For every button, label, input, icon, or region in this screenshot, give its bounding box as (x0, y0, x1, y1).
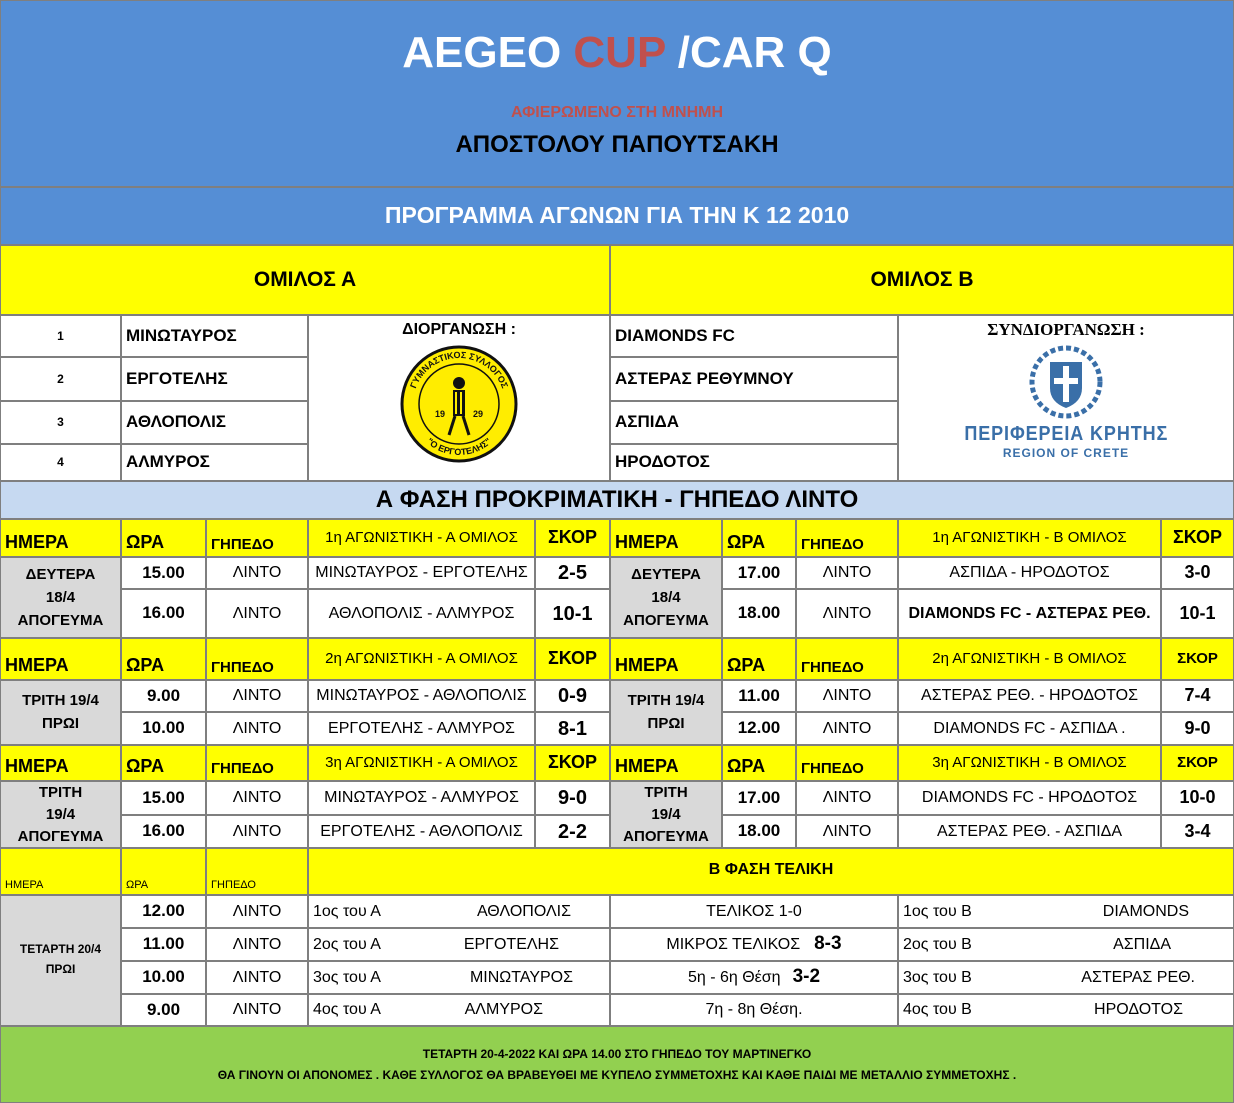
r2-a-m1-field: ΛΙΝΤΟ (206, 680, 308, 712)
crete-region-emblem (1028, 344, 1104, 420)
r2-b-col-day: ΗΜΕΡΑ (610, 638, 722, 680)
phase-b-r3-time: 10.00 (121, 961, 206, 994)
r1-b-m1-field: ΛΙΝΤΟ (796, 557, 898, 589)
phase-b-r1-final: ΤΕΛΙΚΟΣ 1-0 (610, 895, 898, 928)
phase-b-r1-field: ΛΙΝΤΟ (206, 895, 308, 928)
r3-b-col-score: ΣΚΟΡ (1161, 745, 1234, 781)
r3-b-m2-match: ΑΣΤΕΡΑΣ ΡΕΘ. - ΑΣΠΙΔΑ (898, 815, 1161, 848)
r1-a-m1-score: 2-5 (535, 557, 610, 589)
memorial-name: ΑΠΟΣΤΟΛΟΥ ΠΑΠΟΥΤΣΑΚΗ (455, 130, 779, 158)
r3-a-col-score: ΣΚΟΡ (535, 745, 610, 781)
logo-top-text: ΓΥΜΝΑΣΤΙΚΟΣ ΣΥΛΛΟΓΟΣ (408, 350, 510, 390)
coorganizer-label: ΣΥΝΔΙΟΡΓΑΝΩΣΗ : (987, 320, 1145, 339)
r2-a-col-time: ΩΡΑ (121, 638, 206, 680)
group-a-team-1: ΜΙΝΩΤΑΥΡΟΣ (121, 315, 308, 357)
group-a-num-2: 2 (0, 357, 121, 401)
group-b-title: ΟΜΙΛΟΣ Β (610, 245, 1234, 315)
r1-a-col-time: ΩΡΑ (121, 519, 206, 557)
phase-b-title: Β ΦΑΣΗ ΤΕΛΙΚΗ (308, 848, 1234, 895)
r2-b-day: ΤΡΙΤΗ 19/4 ΠΡΩΙ (610, 680, 722, 745)
logo-bottom-text: "Ο ΕΡΓΟΤΕΛΗΣ" (424, 436, 494, 458)
r3-b-m1-score: 10-0 (1161, 781, 1234, 815)
r3-a-title: 3η ΑΓΩΝΙΣΤΙΚΗ - Α ΟΜΙΛΟΣ (308, 745, 535, 781)
phase-b-day: ΤΕΤΑΡΤΗ 20/4 ΠΡΩΙ (0, 895, 121, 1026)
r3-a-m2-match: ΕΡΓΟΤΕΛΗΣ - ΑΘΛΟΠΟΛΙΣ (308, 815, 535, 848)
r1-a-m2-field: ΛΙΝΤΟ (206, 589, 308, 638)
r1-b-m1-score: 3-0 (1161, 557, 1234, 589)
r1-b-day: ΔΕΥΤΕΡΑ 18/4 ΑΠΟΓΕΥΜΑ (610, 557, 722, 638)
phase-b-r2-b: 2ος του Β ΑΣΠΙΔΑ (898, 928, 1234, 961)
r1-b-m2-score: 10-1 (1161, 589, 1234, 638)
r1-a-col-field: ΓΗΠΕΔΟ (206, 519, 308, 557)
phase-b-r1-b: 1ος του Β DIAMONDS (898, 895, 1234, 928)
group-b-team-1: DIAMONDS FC (610, 315, 898, 357)
r2-a-m2-score: 8-1 (535, 712, 610, 745)
r2-b-m2-score: 9-0 (1161, 712, 1234, 745)
r1-a-m1-time: 15.00 (121, 557, 206, 589)
r2-b-m1-field: ΛΙΝΤΟ (796, 680, 898, 712)
group-b-team-4: ΗΡΟΔΟΤΟΣ (610, 444, 898, 481)
footer-line-1: ΤΕΤΑΡΤΗ 20-4-2022 ΚΑΙ ΩΡΑ 14.00 ΣΤΟ ΓΗΠΕΔΟ ΤΟΥ ΜΑΡΤΙΝΕΓΚΟ (422, 1047, 812, 1061)
group-a-team-3: ΑΘΛΟΠΟΛΙΣ (121, 401, 308, 444)
phase-b-r3-b: 3ος του Β ΑΣΤΕΡΑΣ ΡΕΘ. (898, 961, 1234, 994)
phase-b-r3-final: 5η - 6η Θέση 3-2 (610, 961, 898, 994)
r1-b-col-day: ΗΜΕΡΑ (610, 519, 722, 557)
r2-a-col-day: ΗΜΕΡΑ (0, 638, 121, 680)
phase-b-col-day: ΗΜΕΡΑ (0, 848, 121, 895)
r3-a-col-field: ΓΗΠΕΔΟ (206, 745, 308, 781)
r3-a-col-time: ΩΡΑ (121, 745, 206, 781)
r1-b-m2-time: 18.00 (722, 589, 796, 638)
r3-b-col-field: ΓΗΠΕΔΟ (796, 745, 898, 781)
phase-b-r4-field: ΛΙΝΤΟ (206, 994, 308, 1026)
r2-a-m2-field: ΛΙΝΤΟ (206, 712, 308, 745)
r3-b-m1-field: ΛΙΝΤΟ (796, 781, 898, 815)
r3-a-m1-field: ΛΙΝΤΟ (206, 781, 308, 815)
r3-b-col-day: ΗΜΕΡΑ (610, 745, 722, 781)
r2-b-title: 2η ΑΓΩΝΙΣΤΙΚΗ - Β ΟΜΙΛΟΣ (898, 638, 1161, 680)
phase-b-col-field: ΓΗΠΕΔΟ (206, 848, 308, 895)
r3-a-day: ΤΡΙΤΗ 19/4 ΑΠΟΓΕΥΜΑ (0, 781, 121, 848)
group-a-team-4: ΑΛΜΥΡΟΣ (121, 444, 308, 481)
r2-b-m2-match: DIAMONDS FC - ΑΣΠΙΔΑ . (898, 712, 1161, 745)
phase-b-col-time: ΩΡΑ (121, 848, 206, 895)
r3-a-m1-time: 15.00 (121, 781, 206, 815)
r3-b-m1-time: 17.00 (722, 781, 796, 815)
r1-a-title: 1η ΑΓΩΝΙΣΤΙΚΗ - Α ΟΜΙΛΟΣ (308, 519, 535, 557)
group-a-team-2: ΕΡΓΟΤΕΛΗΣ (121, 357, 308, 401)
r2-a-title: 2η ΑΓΩΝΙΣΤΙΚΗ - Α ΟΜΙΛΟΣ (308, 638, 535, 680)
r1-b-m1-time: 17.00 (722, 557, 796, 589)
r3-b-day: ΤΡΙΤΗ 19/4 ΑΠΟΓΕΥΜΑ (610, 781, 722, 848)
r1-b-col-score: ΣΚΟΡ (1161, 519, 1234, 557)
group-a-num-1: 1 (0, 315, 121, 357)
cup-word: CUP (573, 28, 666, 77)
phase-b-r4-b: 4ος του Β ΗΡΟΔΟΤΟΣ (898, 994, 1234, 1026)
logo-year-left: 19 (435, 409, 446, 420)
crete-logo-en: REGION OF CRETE (1002, 446, 1130, 461)
group-b-team-2: ΑΣΤΕΡΑΣ ΡΕΘΥΜΝΟΥ (610, 357, 898, 401)
r1-b-col-field: ΓΗΠΕΔΟ (796, 519, 898, 557)
r1-b-col-time: ΩΡΑ (722, 519, 796, 557)
r2-a-m2-match: ΕΡΓΟΤΕΛΗΣ - ΑΛΜΥΡΟΣ (308, 712, 535, 745)
r2-b-m2-field: ΛΙΝΤΟ (796, 712, 898, 745)
phase-b-r2-final: ΜΙΚΡΟΣ ΤΕΛΙΚΟΣ 8-3 (610, 928, 898, 961)
r1-a-m1-field: ΛΙΝΤΟ (206, 557, 308, 589)
awards-footer (0, 1026, 1234, 1103)
phase-b-r1-time: 12.00 (121, 895, 206, 928)
phase-b-r4-a: 4ος του Α ΑΛΜΥΡΟΣ (308, 994, 610, 1026)
phase-b-r2-field: ΛΙΝΤΟ (206, 928, 308, 961)
r3-a-m2-score: 2-2 (535, 815, 610, 848)
organizer-label: ΔΙΟΡΓΑΝΩΣΗ : (402, 321, 516, 338)
r3-a-col-day: ΗΜΕΡΑ (0, 745, 121, 781)
phase-b-r4-final: 7η - 8η Θέση. (610, 994, 898, 1026)
crete-logo-gr: ΠΕΡΙΦΕΡΕΙΑ ΚΡΗΤΗΣ (964, 423, 1168, 446)
r1-a-day: ΔΕΥΤΕΡΑ 18/4 ΑΠΟΓΕΥΜΑ (0, 557, 121, 638)
phase-b-r2-a: 2ος του Α ΕΡΓΟΤΕΛΗΣ (308, 928, 610, 961)
phase-b-r3-a: 3ος του Α ΜΙΝΩΤΑΥΡΟΣ (308, 961, 610, 994)
r2-a-day: ΤΡΙΤΗ 19/4 ΠΡΩΙ (0, 680, 121, 745)
group-a-num-3: 3 (0, 401, 121, 444)
r2-b-m1-time: 11.00 (722, 680, 796, 712)
group-b-team-3: ΑΣΠΙΔΑ (610, 401, 898, 444)
r1-a-m1-match: ΜΙΝΩΤΑΥΡΟΣ - ΕΡΓΟΤΕΛΗΣ (308, 557, 535, 589)
phase-b-r3-field: ΛΙΝΤΟ (206, 961, 308, 994)
tournament-title: AEGEO CUP /CAR Q (402, 28, 832, 77)
r3-b-m2-field: ΛΙΝΤΟ (796, 815, 898, 848)
logo-year-right: 29 (473, 409, 484, 420)
phase-b-r2-time: 11.00 (121, 928, 206, 961)
group-a-num-4: 4 (0, 444, 121, 481)
r2-b-m1-match: ΑΣΤΕΡΑΣ ΡΕΘ. - ΗΡΟΔΟΤΟΣ (898, 680, 1161, 712)
coorganizer-box (898, 315, 1234, 481)
r3-a-m1-match: ΜΙΝΩΤΑΥΡΟΣ - ΑΛΜΥΡΟΣ (308, 781, 535, 815)
memorial-line: ΑΦΙΕΡΩΜΕΝΟ ΣΤΗ ΜΝΗΜΗ (510, 104, 723, 122)
r3-b-m2-time: 18.00 (722, 815, 796, 848)
ergotelis-logo (397, 345, 521, 463)
r3-b-m2-score: 3-4 (1161, 815, 1234, 848)
program-title: ΠΡΟΓΡΑΜΜΑ ΑΓΩΝΩΝ ΓΙΑ ΤΗΝ Κ 12 2010 (0, 187, 1234, 245)
r2-a-col-field: ΓΗΠΕΔΟ (206, 638, 308, 680)
tournament-header (0, 0, 1234, 187)
r2-a-m1-score: 0-9 (535, 680, 610, 712)
r3-b-col-time: ΩΡΑ (722, 745, 796, 781)
phase-a-title: Α ΦΑΣΗ ΠΡΟΚΡΙΜΑΤΙΚΗ - ΓΗΠΕΔΟ ΛΙΝΤΟ (0, 481, 1234, 519)
r1-a-m2-match: ΑΘΛΟΠΟΛΙΣ - ΑΛΜΥΡΟΣ (308, 589, 535, 638)
r1-a-col-day: ΗΜΕΡΑ (0, 519, 121, 557)
r3-b-m1-match: DIAMONDS FC - ΗΡΟΔΟΤΟΣ (898, 781, 1161, 815)
r2-b-col-field: ΓΗΠΕΔΟ (796, 638, 898, 680)
r1-b-m2-match: DIAMONDS FC - ΑΣΤΕΡΑΣ ΡΕΘ. (898, 589, 1161, 638)
phase-b-r1-a: 1ος του Α ΑΘΛΟΠΟΛΙΣ (308, 895, 610, 928)
r1-b-m2-field: ΛΙΝΤΟ (796, 589, 898, 638)
r1-a-m2-score: 10-1 (535, 589, 610, 638)
r2-b-m1-score: 7-4 (1161, 680, 1234, 712)
phase-b-r4-time: 9.00 (121, 994, 206, 1026)
organizer-box (308, 315, 610, 481)
r2-a-col-score: ΣΚΟΡ (535, 638, 610, 680)
r1-b-title: 1η ΑΓΩΝΙΣΤΙΚΗ - Β ΟΜΙΛΟΣ (898, 519, 1161, 557)
r3-a-m1-score: 9-0 (535, 781, 610, 815)
r2-a-m2-time: 10.00 (121, 712, 206, 745)
r1-a-m2-time: 16.00 (121, 589, 206, 638)
group-a-title: ΟΜΙΛΟΣ Α (0, 245, 610, 315)
r2-a-m1-time: 9.00 (121, 680, 206, 712)
r2-a-m1-match: ΜΙΝΩΤΑΥΡΟΣ - ΑΘΛΟΠΟΛΙΣ (308, 680, 535, 712)
r2-b-col-time: ΩΡΑ (722, 638, 796, 680)
r2-b-col-score: ΣΚΟΡ (1161, 638, 1234, 680)
r2-b-m2-time: 12.00 (722, 712, 796, 745)
r3-b-title: 3η ΑΓΩΝΙΣΤΙΚΗ - Β ΟΜΙΛΟΣ (898, 745, 1161, 781)
r1-a-col-score: ΣΚΟΡ (535, 519, 610, 557)
r1-b-m1-match: ΑΣΠΙΔΑ - ΗΡΟΔΟΤΟΣ (898, 557, 1161, 589)
footer-line-2: ΘΑ ΓΙΝΟΥΝ ΟΙ ΑΠΟΝΟΜΕΣ . ΚΑΘΕ ΣΥΛΛΟΓΟΣ ΘΑ ΒΡΑΒΕΥΘΕΙ ΜΕ ΚΥΠΕΛΟ ΣΥΜΜΕΤΟΧΗΣ ΚΑΙ ΚΑΘΕ ΠΑΙΔΙ ΜΕ ΜΕΤΑΛΛΙΟ ΣΥΜΜΕΤΟΧΗΣ . (217, 1068, 1017, 1083)
r3-a-m2-field: ΛΙΝΤΟ (206, 815, 308, 848)
r3-a-m2-time: 16.00 (121, 815, 206, 848)
